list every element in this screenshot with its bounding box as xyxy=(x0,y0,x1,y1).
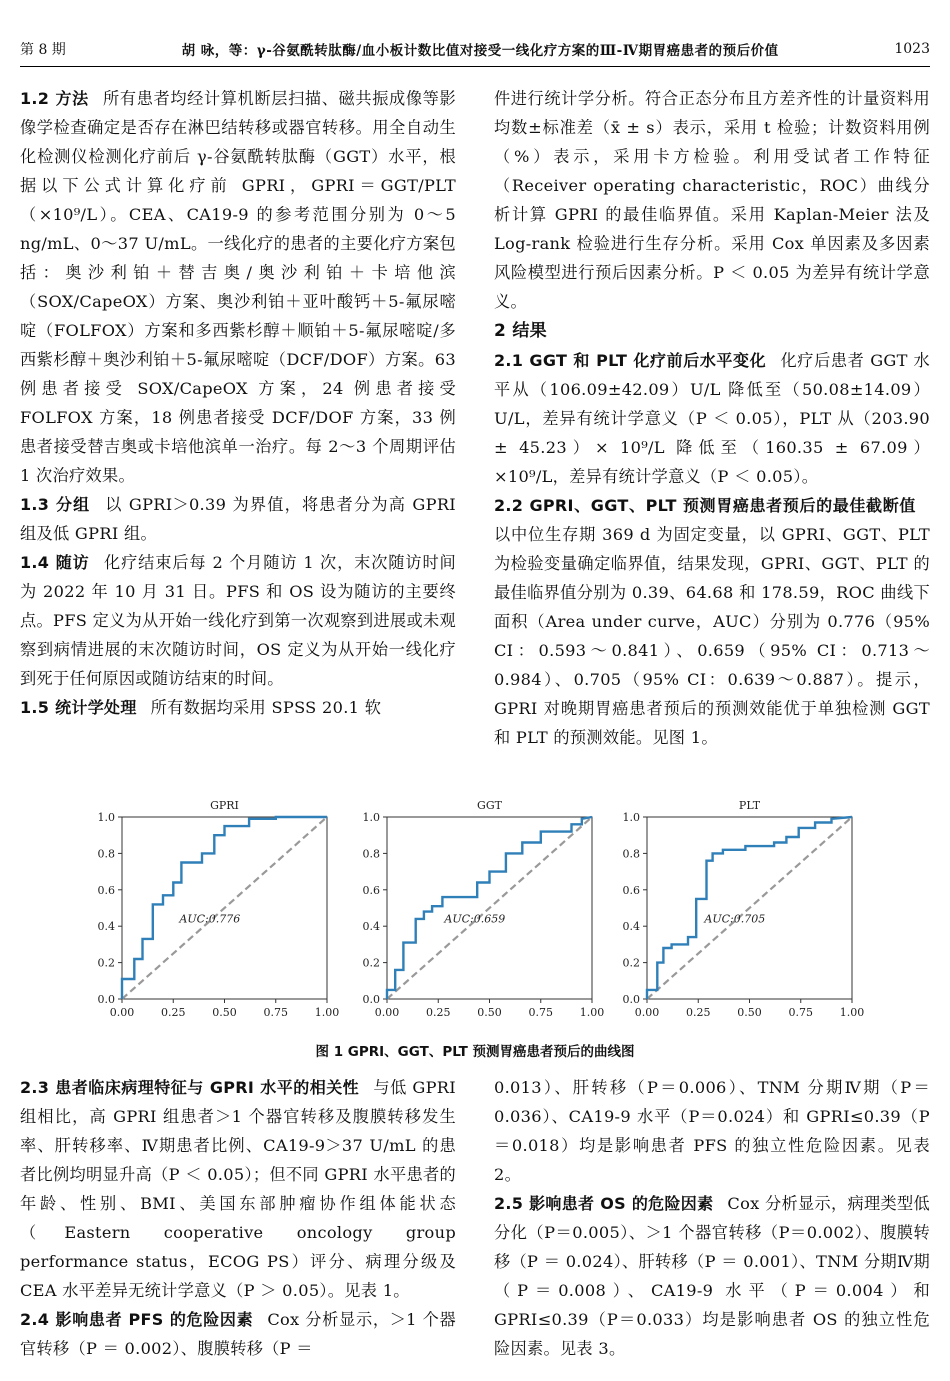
figure-caption: 图 1 GPRI、GGT、PLT 预测胃癌患者预后的曲线图 xyxy=(315,1044,635,1060)
y-tick-label: 0.4 xyxy=(97,920,115,934)
y-tick-label: 0.2 xyxy=(622,956,640,970)
y-tick-label: 0.2 xyxy=(362,956,380,970)
section-2-1: 2.1 GGT 和 PLT 化疗前后水平变化 化疗后患者 GGT 水平从（106.09±42.09）U/L 降低至（50.08±14.09）U/L，差异有统计学意义（P ＜ 0.05），PLT 从（203.90 ± 45.23）× 10⁹/L 降低至（160.35 ± 67.09）×10⁹/L，差异有统计学意义（P ＜ 0.05）。 xyxy=(494,351,930,486)
y-tick-label: 0.4 xyxy=(622,920,640,934)
y-tick-label: 0.2 xyxy=(97,956,115,970)
x-tick-label: 0.25 xyxy=(426,1006,451,1019)
y-tick-label: 0.0 xyxy=(622,993,640,1006)
x-tick-label: 0.50 xyxy=(477,1006,502,1019)
y-tick-label: 1.0 xyxy=(97,811,115,824)
x-tick-label: 0.25 xyxy=(686,1006,711,1019)
y-tick-label: 0.0 xyxy=(362,993,380,1006)
y-tick-label: 0.6 xyxy=(97,883,115,897)
reference-diagonal xyxy=(647,817,852,999)
reference-diagonal xyxy=(387,817,592,999)
x-tick-label: 0.00 xyxy=(109,1006,135,1019)
header-rule xyxy=(20,66,930,67)
section-1-5-cont: 件进行统计学分析。符合正态分布且方差齐性的计量资料用均数±标准差（x̄ ± s）表示，采用 t 检验；计数资料用例（%）表示，采用卡方检验。利用受试者工作特征（Receiver operating characteristic，ROC）曲线分析计算 GPRI 的最佳临界值。采用 Kaplan-Meier 法及Log-rank 检验进行生存分析。采用 Cox 单因素及多因素风险模型进行预后因素分析。P ＜ 0.05 为差异有统计学意义。 xyxy=(494,89,930,311)
y-tick-label: 1.0 xyxy=(362,811,380,824)
section-1-3: 1.3 分组 以 GPRI＞0.39 为界值，将患者分为高 GPRI 组及低 GPRI 组。 xyxy=(20,495,457,543)
running-header xyxy=(20,38,930,60)
running-title: 胡 咏，等：γ-谷氨酰转肽酶/血小板计数比值对接受一线化疗方案的Ⅲ-Ⅳ期胃癌患者的预后价值 xyxy=(181,43,779,59)
roc-figure xyxy=(82,790,872,1035)
x-tick-label: 1.00 xyxy=(839,1006,865,1019)
chart-title: PLT xyxy=(738,799,761,812)
x-tick-label: 0.50 xyxy=(212,1006,237,1019)
auc-annotation: AUC:0.776 xyxy=(179,912,241,926)
y-tick-label: 0.8 xyxy=(362,847,380,861)
y-tick-label: 0.0 xyxy=(97,993,115,1006)
section-2-3: 2.3 患者临床病理特征与 GPRI 水平的相关性 与低 GPRI 组相比，高 GPRI 组患者＞1 个器官转移及腹膜转移发生率、肝转移率、Ⅳ期患者比例、CA19-9＞37 U/mL 的患者比例均明显升高（P ＜ 0.05）；但不同 GPRI 水平患者的年龄、性别、BMI、美国东部肿瘤协作组体能状态（Eastern cooperative oncology group performance status，ECOG PS）评分、病理分级及 CEA 水平差异无统计学意义（P ＞ 0.05）。见表 1。 xyxy=(20,1078,456,1300)
section-1-5: 1.5 统计学处理 所有数据均采用 SPSS 20.1 软 xyxy=(20,698,382,717)
y-tick-label: 0.8 xyxy=(622,847,640,861)
auc-annotation: AUC:0.659 xyxy=(444,912,506,926)
x-tick-label: 0.50 xyxy=(737,1006,762,1019)
issue-number: 第 8 期 xyxy=(20,42,66,58)
right-column-top xyxy=(494,84,930,752)
section-2-2: 2.2 GPRI、GGT、PLT 预测胃癌患者预后的最佳截断值以中位生存期 369 d 为固定变量，以 GPRI、GGT、PLT 为检验变量确定临界值，结果发现，GPRI、GGT、PLT 的最佳临界值分别为 0.39、64.68 和 178.59，ROC 曲线下面积（Area under curve，AUC）分别为 0.776（95% CI：0.593～0.841）、0.659（95% CI：0.713～0.984）、0.705（95% CI：0.639～0.887）。提示，GPRI 对晚期胃癌患者预后的预测效能优于单独检测 GGT 和 PLT 的预测效能。见图 1。 xyxy=(494,496,930,747)
x-tick-label: 0.75 xyxy=(263,1006,288,1019)
chart-title: GGT xyxy=(477,799,502,812)
y-tick-label: 1.0 xyxy=(622,811,640,824)
x-tick-label: 0.00 xyxy=(374,1006,400,1019)
x-tick-label: 0.00 xyxy=(634,1006,660,1019)
section-2-5: 2.5 影响患者 OS 的危险因素 Cox 分析显示，病理类型低分化（P＝0.005）、＞1 个器官转移（P＝0.002）、腹膜转移（P ＝ 0.024）、肝转移（P ＝ 0.001）、TNM 分期Ⅳ期（P＝0.008）、CA19-9 水平（P＝0.004）和 GPRI≤0.39（P＝0.033）均是影响患者 OS 的独立性危险因素。见表 3。 xyxy=(494,1194,931,1358)
section-2-4: 2.4 影响患者 PFS 的危险因素 Cox 分析显示，＞1 个器官转移（P ＝ 0.002）、腹膜转移（P ＝ xyxy=(20,1310,456,1358)
x-tick-label: 0.75 xyxy=(788,1006,813,1019)
section-1-2: 1.2 方法 所有患者均经计算机断层扫描、磁共振成像等影像学检查确定是否存在淋巴结转移或器官转移。用全自动生化检测仪检测化疗前后 γ-谷氨酰转肽酶（GGT）水平，根据以下公式计算化疗前 GPRI，GPRI＝GGT/PLT（×10⁹/L）。CEA、CA19-9 的参考范围分别为 0～5 ng/mL、0～37 U/mL。一线化疗的患者的主要化疗方案包括：奥沙利铂＋替吉奥/奥沙利铂＋卡培他滨（SOX/CapeOX）方案、奥沙利铂＋亚叶酸钙＋5-氟尿嘧啶（FOLFOX）方案和多西紫杉醇＋顺铂＋5-氟尿嘧啶/多西紫杉醇＋奥沙利铂＋5-氟尿嘧啶（DCF/DOF）方案。63 例患者接受 SOX/CapeOX 方案，24 例患者接受 FOLFOX 方案，18 例患者接受 DCF/DOF 方案，33 例患者接受替吉奥或卡培他滨单一治疗。每 2～3 个周期评估 1 次治疗效果。 xyxy=(20,89,456,485)
y-tick-label: 0.6 xyxy=(362,883,380,897)
x-tick-label: 0.75 xyxy=(528,1006,553,1019)
section-2-4-cont: 0.013）、肝转移（P＝0.006）、TNM 分期Ⅳ期（P＝0.036）、CA19-9 水平（P＝0.024）和 GPRI≤0.39（P＝0.018）均是影响患者 PFS 的独立性危险因素。见表 2。 xyxy=(494,1078,930,1184)
chart-title: GPRI xyxy=(210,799,239,812)
x-tick-label: 1.00 xyxy=(314,1006,340,1019)
right-column-bottom xyxy=(494,1073,930,1363)
auc-annotation: AUC:0.705 xyxy=(704,912,766,926)
y-tick-label: 0.6 xyxy=(622,883,640,897)
section-2-heading: 2 结果 xyxy=(494,321,547,341)
left-column-top xyxy=(20,84,456,722)
section-1-4: 1.4 随访 化疗结束后每 2 个月随访 1 次，末次随访时间为 2022 年 10 月 31 日。PFS 和 OS 设为随访的主要终点。PFS 定义为从开始一线化疗到第一次观察到进展或未观察到病情进展的末次随访时间，OS 定义为从开始一线化疗到死于任何原因或随访结束的时间。 xyxy=(20,553,456,688)
page-number: 1023 xyxy=(894,41,930,57)
x-tick-label: 1.00 xyxy=(579,1006,605,1019)
left-column-bottom xyxy=(20,1073,456,1363)
y-tick-label: 0.4 xyxy=(362,920,380,934)
y-tick-label: 0.8 xyxy=(97,847,115,861)
x-tick-label: 0.25 xyxy=(161,1006,186,1019)
